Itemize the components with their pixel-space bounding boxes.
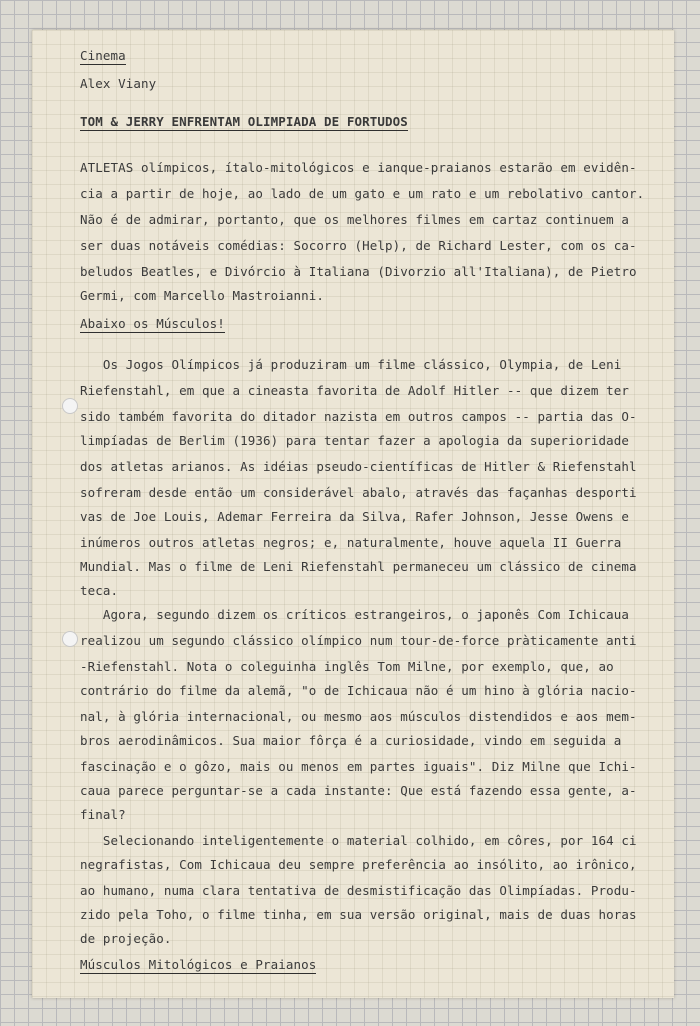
text-line: Agora, segundo dizem os críticos estrangeiros, o japonês Com Ichicaua <box>80 607 630 622</box>
punch-hole-top <box>62 398 78 414</box>
text-line: sofreram desde então um considerável abalo, através das façanhas desporti <box>80 485 637 500</box>
text-line: -Riefenstahl. Nota o coleguinha inglês Tom Milne, por exemplo, que, ao <box>80 659 614 674</box>
text-line: Os Jogos Olímpicos já produziram um filme clássico, Olympia, de Leni <box>80 357 622 372</box>
subheading-abaixo: Abaixo os Músculos! <box>80 316 225 331</box>
text-line: realizou um segundo clássico olímpico num tour-de-force pràticamente anti <box>80 633 637 648</box>
section-label: Cinema <box>80 48 126 63</box>
text-line: contrário do filme da alemã, "o de Ichicaua não é um hino à glória nacio- <box>80 683 637 698</box>
text-line: sido também favorita do ditador nazista em outros campos -- partia das O- <box>80 409 637 424</box>
text-line: negrafistas, Com Ichicaua deu sempre preferência ao insólito, ao irônico, <box>80 857 637 872</box>
text-line: ser duas notáveis comédias: Socorro (Help), de Richard Lester, com os ca- <box>80 238 637 253</box>
text-line: bros aerodinâmicos. Sua maior fôrça é a curiosidade, vindo em seguida a <box>80 733 622 748</box>
text-line: Não é de admirar, portanto, que os melhores filmes em cartaz continuem a <box>80 212 630 227</box>
text-line: limpíadas de Berlim (1936) para tentar fazer a apologia da superioridade <box>80 433 630 448</box>
text-line: nal, à glória internacional, ou mesmo aos músculos distendidos e aos mem- <box>80 709 637 724</box>
text-line: caua parece perguntar-se a cada instante: Que está fazendo essa gente, a- <box>80 783 637 798</box>
text-line: ATLETAS olímpicos, ítalo-mitológicos e ianque-praianos estarão em evidên- <box>80 160 637 175</box>
text-line: zido pela Toho, o filme tinha, em sua versão original, mais de duas horas <box>80 907 637 922</box>
text-line: beludos Beatles, e Divórcio à Italiana (Divorzio all'Italiana), de Pietro <box>80 264 637 279</box>
text-line: final? <box>80 807 126 822</box>
text-line: de projeção. <box>80 931 172 946</box>
article-title: TOM & JERRY ENFRENTAM OLIMPIADA DE FORTUDOS <box>80 114 408 129</box>
text-line: fascinação e o gôzo, mais ou menos em partes iguais". Diz Milne que Ichi- <box>80 759 637 774</box>
text-line: vas de Joe Louis, Ademar Ferreira da Silva, Rafer Johnson, Jesse Owens e <box>80 509 630 524</box>
text-line: teca. <box>80 583 119 598</box>
punch-hole-bottom <box>62 631 78 647</box>
text-line: Riefenstahl, em que a cineasta favorita de Adolf Hitler -- que dizem ter <box>80 383 630 398</box>
text-line: dos atletas arianos. As idéias pseudo-científicas de Hitler & Riefenstahl <box>80 459 637 474</box>
text-line: ao humano, numa clara tentativa de desmistificação das Olimpíadas. Produ- <box>80 883 637 898</box>
subheading-musculos: Músculos Mitológicos e Praianos <box>80 957 317 972</box>
author-name: Alex Viany <box>80 76 157 91</box>
text-line: Selecionando inteligentemente o material colhido, em côres, por 164 ci <box>80 833 637 848</box>
text-line: Germi, com Marcello Mastroianni. <box>80 288 325 303</box>
text-line: cia a partir de hoje, ao lado de um gato e um rato e um rebolativo cantor. <box>80 186 645 201</box>
text-line: inúmeros outros atletas negros; e, naturalmente, houve aquela II Guerra <box>80 535 622 550</box>
text-line: Mundial. Mas o filme de Leni Riefenstahl permaneceu um clássico de cinema <box>80 559 637 574</box>
